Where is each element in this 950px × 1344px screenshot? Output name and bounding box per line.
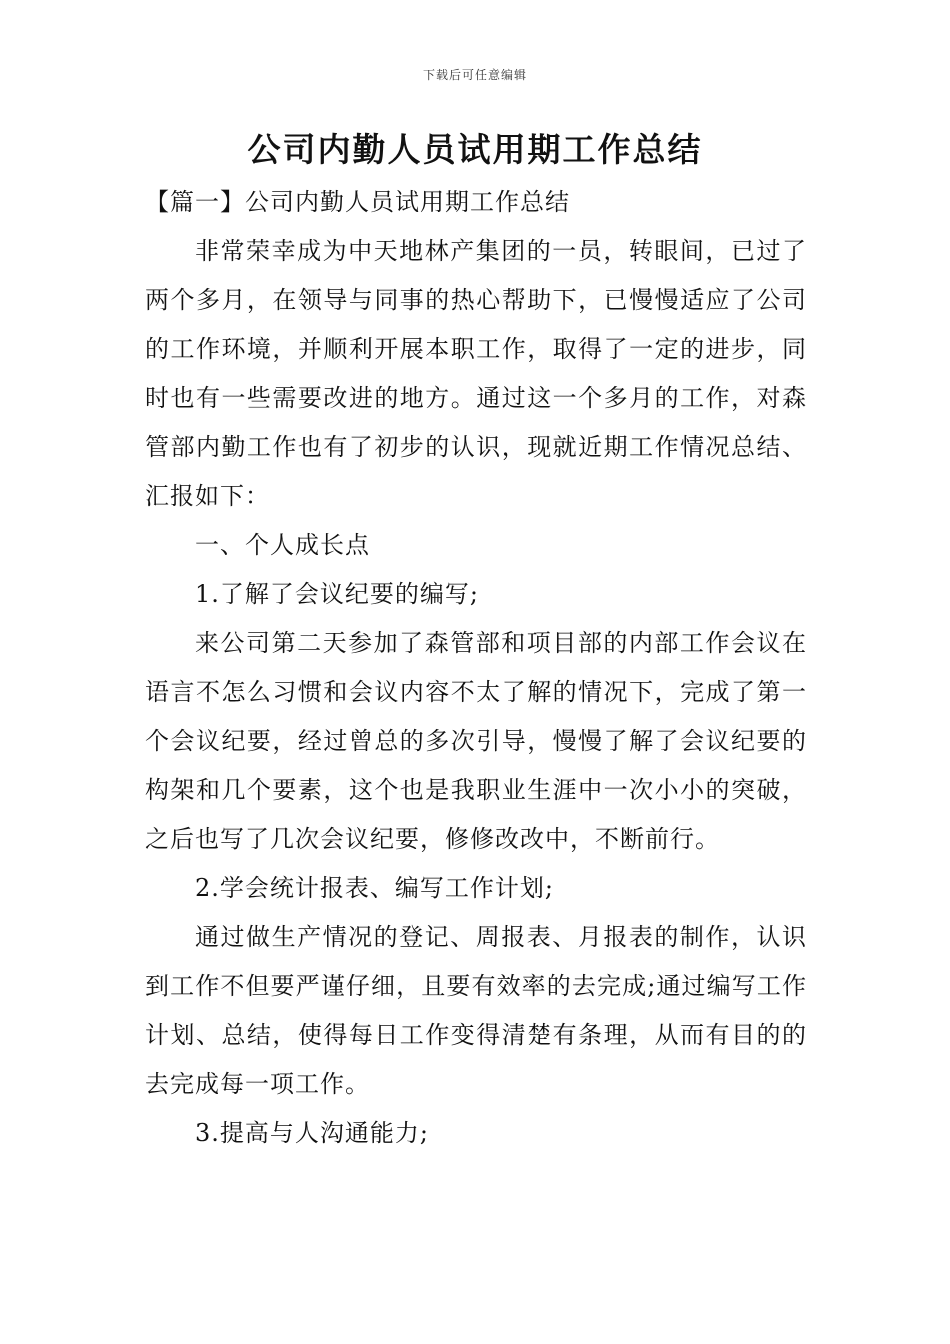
list-item-heading: 3.提高与人沟通能力;	[195, 1119, 429, 1147]
paragraph: 来公司第二天参加了森管部和项目部的内部工作会议在语言不怎么习惯和会议内容不太了解的情况下，完成了第一个会议纪要，经过曾总的多次引导，慢慢了解了会议纪要的构架和几个要素，这个也是我职业生涯中一次小小的突破，之后也写了几次会议纪要，修修改改中，不断前行。	[145, 629, 807, 853]
section-heading: 【篇一】公司内勤人员试用期工作总结	[145, 188, 570, 216]
list-item-heading: 2.学会统计报表、编写工作计划;	[195, 874, 554, 902]
document-body	[145, 178, 807, 1158]
header-note: 下载后可任意编辑	[422, 68, 527, 82]
list-item-heading: 1.了解了会议纪要的编写;	[195, 580, 479, 608]
subheading: 一、个人成长点	[195, 531, 370, 559]
paragraph: 非常荣幸成为中天地林产集团的一员，转眼间，已过了两个多月，在领导与同事的热心帮助下，已慢慢适应了公司的工作环境，并顺利开展本职工作，取得了一定的进步，同时也有一些需要改进的地方。通过这一个多月的工作，对森管部内勤工作也有了初步的认识，现就近期工作情况总结、汇报如下：	[145, 237, 807, 510]
paragraph: 通过做生产情况的登记、周报表、月报表的制作，认识到工作不但要严谨仔细，且要有效率的去完成;通过编写工作计划、总结，使得每日工作变得清楚有条理，从而有目的的去完成每一项工作。	[145, 923, 807, 1098]
document-title: 公司内勤人员试用期工作总结	[247, 130, 703, 169]
